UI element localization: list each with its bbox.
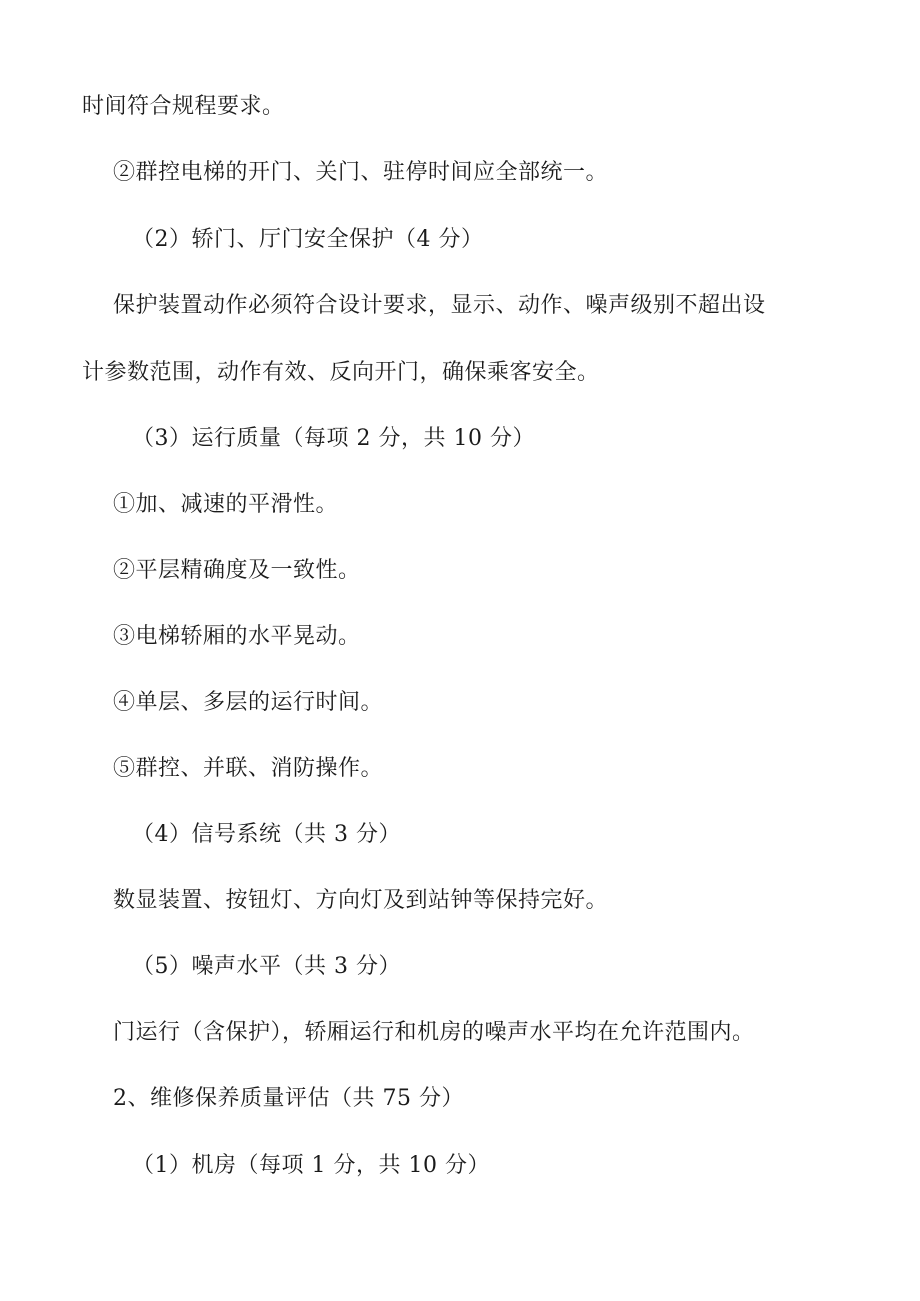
section-heading: （5）噪声水平（共 3 分） — [132, 954, 401, 979]
list-item: ④单层、多层的运行时间。 — [113, 690, 384, 715]
list-item: ③电梯轿厢的水平晃动。 — [113, 624, 361, 649]
section-heading: （2）轿门、厅门安全保护（4 分） — [132, 227, 484, 252]
section-heading: （3）运行质量（每项 2 分，共 10 分） — [132, 426, 535, 451]
paragraph-line: 门运行（含保护），轿厢运行和机房的噪声水平均在允许范围内。 — [113, 1020, 755, 1045]
list-item: ②平层精确度及一致性。 — [113, 558, 361, 583]
paragraph-line: 保护装置动作必须符合设计要求，显示、动作、噪声级别不超出设 — [113, 293, 766, 318]
section-heading: （1）机房（每项 1 分，共 10 分） — [132, 1153, 490, 1178]
section-heading: （4）信号系统（共 3 分） — [132, 822, 401, 847]
chapter-heading: 2、维修保养质量评估（共 75 分） — [113, 1086, 464, 1111]
paragraph-line: 计参数范围，动作有效、反向开门，确保乘客安全。 — [82, 360, 600, 385]
list-item: ⑤群控、并联、消防操作。 — [113, 756, 384, 781]
paragraph-line: 数显装置、按钮灯、方向灯及到站钟等保持完好。 — [113, 888, 609, 913]
text-line-item: ②群控电梯的开门、关门、驻停时间应全部统一。 — [113, 160, 609, 185]
text-line-continuation: 时间符合规程要求。 — [82, 94, 285, 119]
list-item: ①加、减速的平滑性。 — [113, 492, 339, 517]
